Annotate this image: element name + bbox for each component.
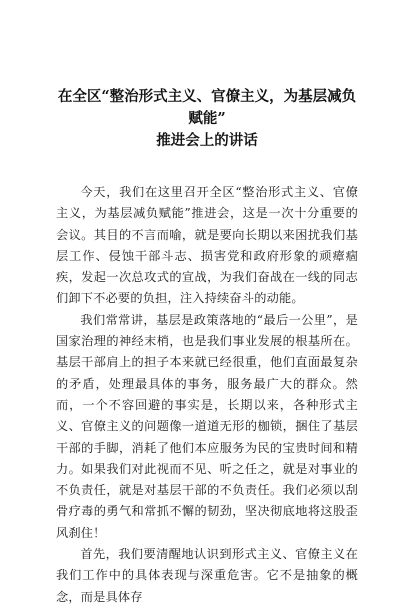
paragraph-2: 我们常常讲，基层是政策落地的“最后一公里”，是国家治理的神经末梢，也是我们事业发展的根基所在。基层干部肩上的担子本来就已经很重，他们直面最复杂的矛盾，处理最具体的事务，服务最广大的群众。然而，一个不容回避的事实是，长期以来，各种形式主义、官僚主义的问题像一道道无形的枷锁，捆住了基层干部的手脚，消耗了他们本应服务为民的宝贵时间和精力。如果我们对此视而不见、听之任之，就是对事业的不负责任，就是对基层干部的不负责任。我们必须以刮骨疗毒的勇气和常抓不懈的韧劲，坚决彻底地将这股歪风刹住！: [56, 312, 358, 540]
paragraph-3: 首先，我们要清醒地认识到形式主义、官僚主义在我们工作中的具体表现与深重危害。它不是抽象的概念，而是具体存: [56, 547, 358, 604]
paragraph-1: 今天，我们在这里召开全区“整治形式主义、官僚主义，为基层减负赋能”推进会，这是一次十分重要的会议。其目的不言而喻，就是要向长期以来困扰我们基层工作、侵蚀干部斗志、损害党和政府形象的顽瘴痼疾，发起一次总攻式的宣战，为我们奋战在一线的同志们卸下不必要的负担，注入持续奋斗的动能。: [56, 185, 358, 306]
title-line-2: 推进会上的讲话: [156, 132, 258, 149]
document-title: [56, 86, 358, 152]
title-line-1: 在全区“整治形式主义、官僚主义，为基层减负赋能”: [57, 88, 357, 127]
